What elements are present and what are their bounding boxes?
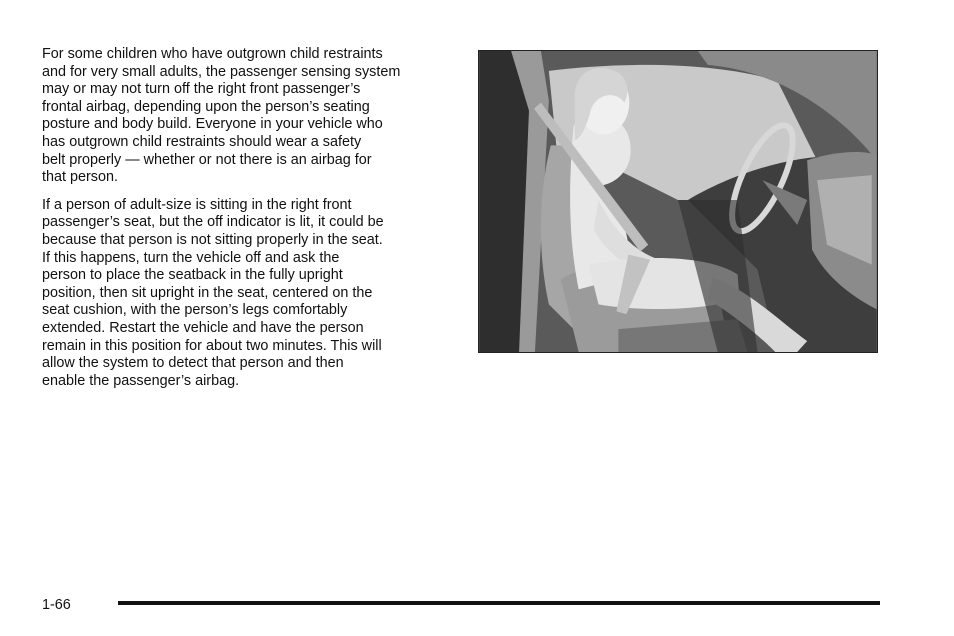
text-line: extended. Restart the vehicle and have the person [42,319,364,336]
illustration-svg [479,51,877,352]
footer-rule [118,601,880,605]
text-line: For some children who have outgrown child restraints [42,46,383,62]
text-line: may or may not turn off the right front passenger’s [42,81,361,98]
paragraph-adult-size-passenger [42,197,454,391]
text-line: seat cushion, with the person’s legs comfortably [42,302,348,319]
passenger-seated-illustration [478,50,878,353]
text-line: allow the system to detect that person and then [42,355,344,372]
text-line: because that person is not sitting properly in the seat. [42,231,383,248]
page-number: 1-66 [42,597,71,613]
text-line: and for very small adults, the passenger sensing system [42,63,401,80]
paragraph-children-restraints [42,46,454,187]
text-line: person to place the seatback in the fully upright [42,267,343,284]
body-text-column [42,46,454,400]
text-line: If this happens, turn the vehicle off and ask the [42,249,340,266]
text-line: remain in this position for about two minutes. This will [42,337,382,354]
text-line: frontal airbag, depending upon the person’s seating [42,98,370,115]
text-line: posture and body build. Everyone in your vehicle who [42,116,383,133]
text-line: position, then sit upright in the seat, centered on the [42,284,373,301]
text-line: enable the passenger’s airbag. [42,372,240,389]
text-line: If a person of adult-size is sitting in the right front [42,196,352,213]
text-line: passenger’s seat, but the off indicator is lit, it could be [42,214,384,231]
text-line: that person. [42,169,119,186]
text-line: belt properly — whether or not there is an airbag for [42,151,372,168]
text-line: has outgrown child restraints should wear a safety [42,133,362,150]
